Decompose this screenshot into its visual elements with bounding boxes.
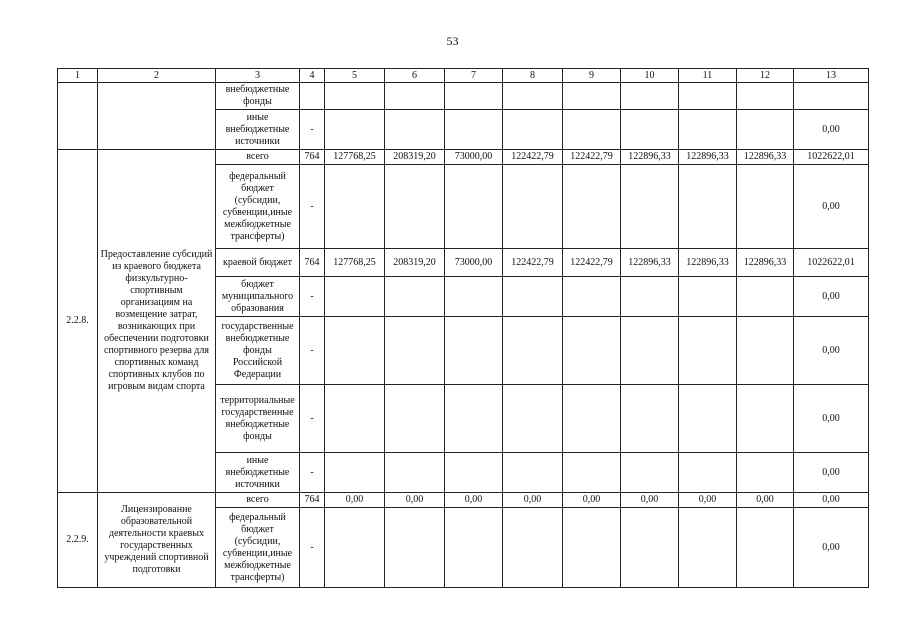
funding-source: иные внебюджетные источники [216,453,300,493]
agency-code: 764 [300,493,325,508]
year-value: 0,00 [325,493,385,508]
column-header: 10 [621,69,679,83]
agency-code: - [300,165,325,249]
year-value [503,317,563,385]
year-value [385,453,445,493]
year-value: 73000,00 [445,150,503,165]
year-value [621,317,679,385]
year-value [503,165,563,249]
agency-code: - [300,385,325,453]
year-value [445,508,503,588]
year-value: 127768,25 [325,150,385,165]
funding-source: территориальные государственные внебюджетные фонды [216,385,300,453]
table-row [58,493,869,508]
year-value: 122422,79 [563,150,621,165]
agency-code: - [300,508,325,588]
total-value: 1022622,01 [794,249,869,277]
total-value: 1022622,01 [794,150,869,165]
total-value: 0,00 [794,277,869,317]
column-header: 2 [98,69,216,83]
year-value [679,385,737,453]
total-value: 0,00 [794,453,869,493]
year-value [679,165,737,249]
year-value [385,317,445,385]
year-value [563,83,621,110]
year-value: 122896,33 [679,249,737,277]
year-value [385,385,445,453]
year-value: 208319,20 [385,150,445,165]
year-value [737,83,794,110]
column-header: 3 [216,69,300,83]
year-value [385,83,445,110]
year-value [325,110,385,150]
total-value: 0,00 [794,165,869,249]
year-value: 0,00 [679,493,737,508]
agency-code [300,83,325,110]
item-name: Лицензирование образовательной деятельности краевых государственных учреждений спортивной подготовки [98,493,216,588]
year-value [503,453,563,493]
year-value: 122422,79 [563,249,621,277]
funding-source: федеральный бюджет (субсидии, субвенции,иные межбюджетные трансферты) [216,165,300,249]
year-value: 0,00 [445,493,503,508]
year-value [679,453,737,493]
column-header: 7 [445,69,503,83]
year-value [737,453,794,493]
year-value: 122896,33 [737,150,794,165]
year-value: 122896,33 [679,150,737,165]
total-value: 0,00 [794,317,869,385]
year-value [445,453,503,493]
year-value [737,277,794,317]
year-value [737,317,794,385]
funding-source: всего [216,150,300,165]
page-number: 53 [446,34,459,48]
year-value [679,110,737,150]
funding-source: бюджет муниципального образования [216,277,300,317]
year-value [445,110,503,150]
year-value: 127768,25 [325,249,385,277]
agency-code: - [300,317,325,385]
year-value [563,165,621,249]
year-value [621,453,679,493]
year-value [563,508,621,588]
column-number-row [58,69,869,83]
year-value [385,508,445,588]
agency-code: 764 [300,150,325,165]
agency-code: - [300,110,325,150]
year-value [621,385,679,453]
item-name: Предоставление субсидий из краевого бюджета физкультурно-спортивным организациям на возмещение затрат, возникающих при обеспечении подготовки спортивного резерва для спортивных команд спортивных клубов по игровым видам спорта [98,150,216,493]
year-value [503,385,563,453]
year-value [325,508,385,588]
year-value: 122422,79 [503,150,563,165]
year-value [679,277,737,317]
year-value [737,385,794,453]
table-row [58,83,869,110]
year-value [563,453,621,493]
year-value [503,83,563,110]
item-name [98,83,216,150]
year-value [445,165,503,249]
column-header: 6 [385,69,445,83]
column-header: 9 [563,69,621,83]
year-value [385,165,445,249]
year-value [737,110,794,150]
year-value [325,277,385,317]
year-value: 122422,79 [503,249,563,277]
column-header: 11 [679,69,737,83]
year-value [325,453,385,493]
funding-source: внебюджетные фонды [216,83,300,110]
total-value: 0,00 [794,110,869,150]
year-value [385,110,445,150]
column-header: 5 [325,69,385,83]
agency-code: - [300,277,325,317]
year-value: 208319,20 [385,249,445,277]
year-value [385,277,445,317]
year-value: 122896,33 [621,249,679,277]
column-header: 12 [737,69,794,83]
year-value [445,317,503,385]
total-value: 0,00 [794,385,869,453]
year-value [445,277,503,317]
year-value: 0,00 [737,493,794,508]
year-value [737,165,794,249]
year-value [621,508,679,588]
year-value [445,83,503,110]
year-value [679,508,737,588]
agency-code: 764 [300,249,325,277]
table-row [58,150,869,165]
table-body [58,83,869,588]
agency-code: - [300,453,325,493]
column-header: 1 [58,69,98,83]
column-header: 4 [300,69,325,83]
year-value [445,385,503,453]
year-value [503,508,563,588]
total-value: 0,00 [794,493,869,508]
year-value [503,110,563,150]
year-value: 0,00 [621,493,679,508]
budget-table [57,68,869,588]
item-number: 2.2.8. [58,150,98,493]
funding-source: краевой бюджет [216,249,300,277]
year-value [325,385,385,453]
column-header: 8 [503,69,563,83]
year-value [563,385,621,453]
year-value [563,317,621,385]
year-value: 0,00 [385,493,445,508]
year-value [621,277,679,317]
year-value [621,83,679,110]
year-value [737,508,794,588]
year-value: 122896,33 [737,249,794,277]
funding-source: иные внебюджетные источники [216,110,300,150]
year-value [563,277,621,317]
year-value [325,83,385,110]
year-value [679,317,737,385]
item-number: 2.2.9. [58,493,98,588]
year-value [325,165,385,249]
year-value [679,83,737,110]
year-value: 0,00 [503,493,563,508]
year-value [503,277,563,317]
year-value [563,110,621,150]
year-value [621,165,679,249]
column-header: 13 [794,69,869,83]
funding-source: федеральный бюджет (субсидии, субвенции,иные межбюджетные трансферты) [216,508,300,588]
funding-source: всего [216,493,300,508]
year-value: 73000,00 [445,249,503,277]
total-value [794,83,869,110]
funding-source: государственные внебюджетные фонды Российской Федерации [216,317,300,385]
year-value [325,317,385,385]
year-value: 0,00 [563,493,621,508]
year-value: 122896,33 [621,150,679,165]
total-value: 0,00 [794,508,869,588]
item-number [58,83,98,150]
year-value [621,110,679,150]
